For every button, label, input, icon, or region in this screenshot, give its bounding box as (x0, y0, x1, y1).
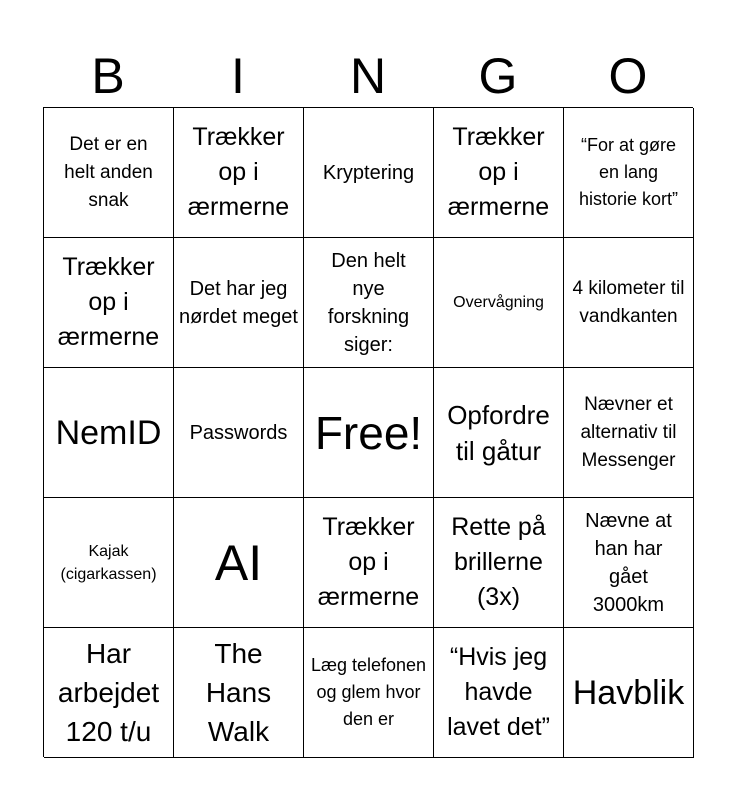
cell-text: “For at gøre en lang historie kort” (578, 135, 679, 209)
bingo-cell[interactable] (434, 108, 564, 238)
cell-text: Kajak (cigarkassen) (60, 542, 157, 583)
bingo-cell[interactable] (44, 108, 174, 238)
cell-text: Havblik (572, 673, 685, 712)
header-letter-b: B (91, 48, 125, 104)
cell-text: Læg telefonen og glem hvor den er (310, 655, 427, 729)
bingo-cell[interactable] (434, 498, 564, 628)
bingo-cell[interactable] (564, 108, 694, 238)
cell-text: Overvågning (453, 294, 544, 311)
bingo-cell[interactable] (434, 238, 564, 368)
cell-text: Trækker op i ærmerne (317, 513, 420, 611)
cell-text: Trækker op i ærmerne (447, 123, 550, 221)
free-space: Free! (314, 406, 423, 459)
header-letter-o: O (608, 48, 648, 104)
cell-text: 4 kilometer til vandkanten (572, 277, 685, 327)
header-letter-g: G (478, 48, 518, 104)
cell-text: Opfordre til gåtur (447, 399, 550, 466)
bingo-cell[interactable] (304, 238, 434, 368)
bingo-cell[interactable] (44, 238, 174, 368)
bingo-cell[interactable] (44, 628, 174, 758)
cell-text: NemID (55, 413, 162, 452)
bingo-cell[interactable] (564, 368, 694, 498)
bingo-header (43, 44, 693, 108)
cell-text: AI (214, 534, 263, 591)
header-letter-i: I (231, 48, 245, 104)
bingo-cell[interactable] (304, 108, 434, 238)
bingo-cell[interactable] (174, 368, 304, 498)
bingo-cell[interactable] (304, 368, 434, 498)
bingo-cell[interactable] (434, 368, 564, 498)
cell-text: Nævne at han har gået 3000km (585, 509, 672, 616)
bingo-cell[interactable] (304, 498, 434, 628)
cell-text: Trækker op i ærmerne (57, 253, 160, 351)
bingo-cell[interactable] (44, 368, 174, 498)
cell-text: Nævner et alternativ til Messenger (580, 393, 677, 471)
bingo-cell[interactable] (564, 238, 694, 368)
cell-text: Trækker op i ærmerne (187, 123, 290, 221)
cell-text: Har arbejdet 120 t/u (57, 638, 160, 747)
header-letter-n: N (349, 48, 387, 104)
cell-text: “Hvis jeg havde lavet det” (447, 643, 550, 741)
bingo-cell[interactable] (174, 498, 304, 628)
cell-text: Det er en helt anden snak (64, 133, 153, 211)
bingo-cell[interactable] (174, 108, 304, 238)
bingo-grid (43, 107, 693, 757)
bingo-cell[interactable] (564, 628, 694, 758)
bingo-cell[interactable] (174, 628, 304, 758)
cell-text: Den helt nye forskning siger: (327, 249, 410, 356)
bingo-cell[interactable] (44, 498, 174, 628)
cell-text: Det har jeg nørdet meget (179, 277, 298, 328)
bingo-cell[interactable] (304, 628, 434, 758)
cell-text: Passwords (189, 421, 288, 444)
bingo-cell[interactable] (174, 238, 304, 368)
cell-text: Rette på brillerne (3x) (451, 513, 546, 611)
cell-text: Kryptering (322, 161, 415, 184)
cell-text: The Hans Walk (205, 638, 272, 747)
bingo-cell[interactable] (434, 628, 564, 758)
bingo-cell[interactable] (564, 498, 694, 628)
